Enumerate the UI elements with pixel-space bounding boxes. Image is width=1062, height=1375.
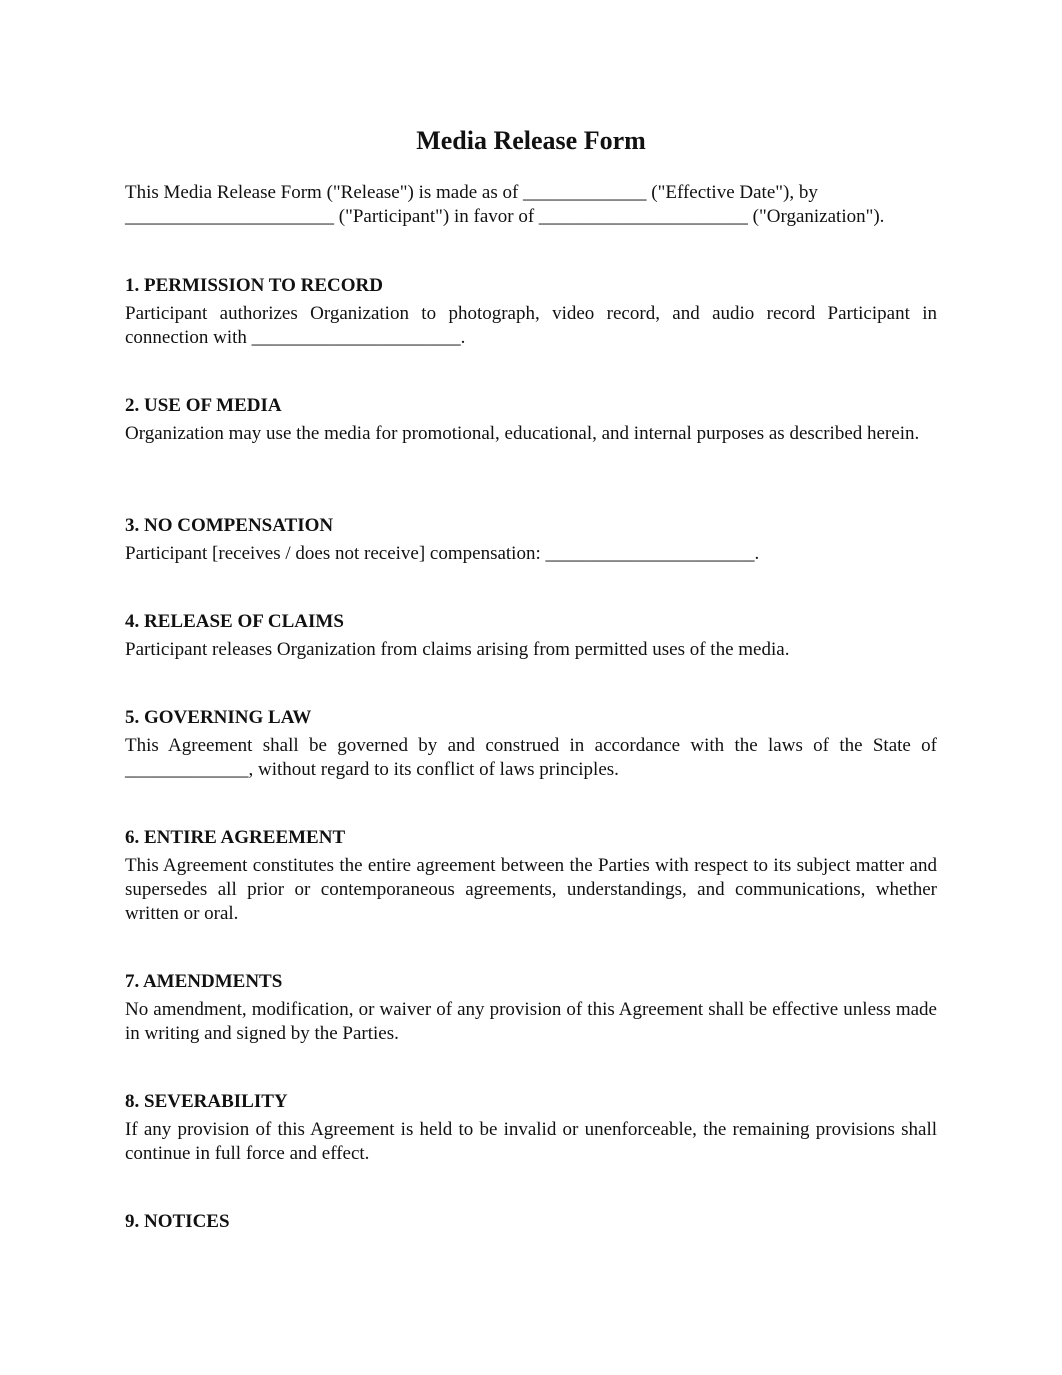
- section-body-governing-law: This Agreement shall be governed by and construed in accordance with the laws of the State of _____________, without regard to its conflict of laws principles.: [125, 735, 937, 780]
- section-heading-no-compensation: 3. NO COMPENSATION: [125, 515, 334, 536]
- document-title: Media Release Form: [416, 126, 646, 155]
- section-body-entire-agreement: This Agreement constitutes the entire agreement between the Parties with respect to its subject matter and supersedes all prior or contemporaneous agreements, understandings, and communications, whether written or oral.: [125, 855, 937, 924]
- intro-line-1: This Media Release Form ("Release") is made as of _____________ ("Effective Date"), by: [125, 182, 818, 203]
- intro-line-2: ______________________ ("Participant") in favor of ______________________ ("Organization").: [125, 206, 885, 227]
- section-body-release-of-claims: Participant releases Organization from claims arising from permitted uses of the media.: [125, 639, 790, 660]
- section-heading-notices: 9. NOTICES: [125, 1211, 230, 1232]
- section-heading-governing-law: 5. GOVERNING LAW: [125, 707, 312, 728]
- section-body-use-of-media: Organization may use the media for promotional, educational, and internal purposes as described herein.: [125, 423, 920, 444]
- section-heading-permission: 1. PERMISSION TO RECORD: [125, 275, 383, 296]
- section-body-permission: Participant authorizes Organization to photograph, video record, and audio record Participant in connection with ______________________.: [125, 303, 937, 348]
- section-heading-entire-agreement: 6. ENTIRE AGREEMENT: [125, 827, 346, 848]
- section-heading-use-of-media: 2. USE OF MEDIA: [125, 395, 282, 416]
- section-body-severability: If any provision of this Agreement is held to be invalid or unenforceable, the remaining provisions shall continue in full force and effect.: [125, 1119, 937, 1164]
- section-heading-severability: 8. SEVERABILITY: [125, 1091, 288, 1112]
- section-body-no-compensation: Participant [receives / does not receive] compensation: ______________________.: [125, 543, 760, 564]
- section-heading-release-of-claims: 4. RELEASE OF CLAIMS: [125, 611, 344, 632]
- intro-paragraph: [125, 181, 937, 229]
- section-heading-amendments: 7. AMENDMENTS: [125, 971, 283, 992]
- section-body-amendments: No amendment, modification, or waiver of any provision of this Agreement shall be effective unless made in writing and signed by the Parties.: [125, 999, 937, 1044]
